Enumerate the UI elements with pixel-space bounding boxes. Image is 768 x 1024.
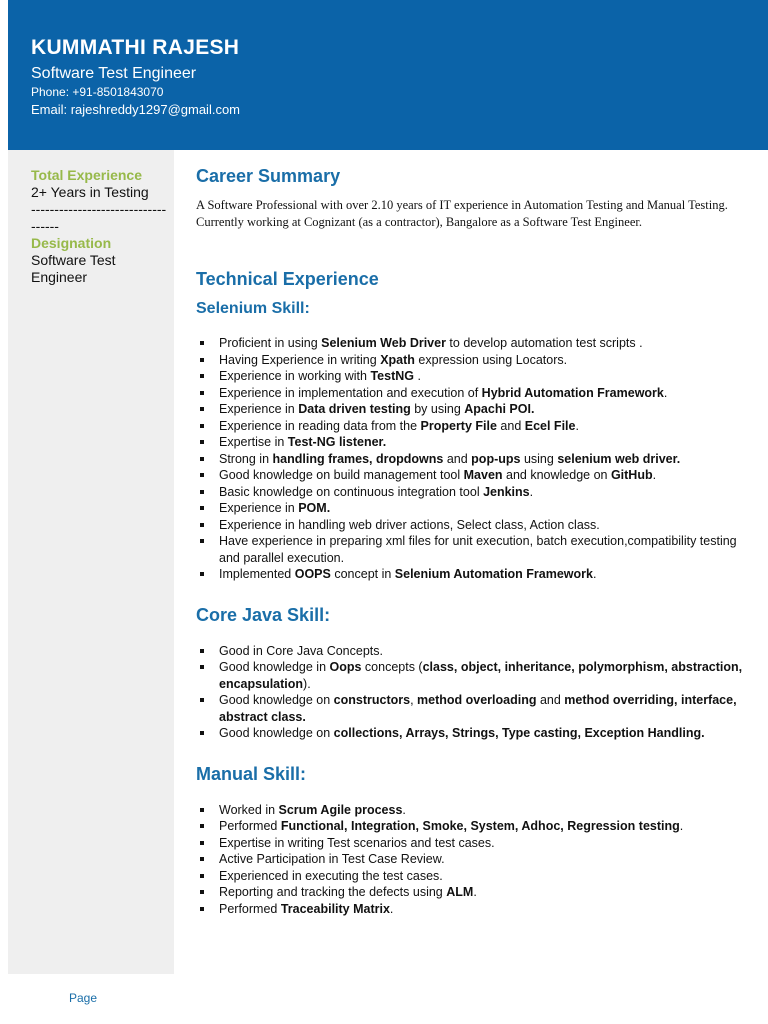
- text-run: Experience in: [219, 402, 299, 416]
- text-run: Worked in: [219, 802, 279, 817]
- text-run: Implemented: [219, 567, 295, 581]
- core-java-skill-heading: Core Java Skill:: [196, 604, 331, 625]
- text-run: Experience in working with: [219, 369, 371, 383]
- text-run: and: [536, 693, 565, 707]
- list-item: [196, 901, 746, 918]
- bold-text: Oops: [329, 660, 362, 674]
- text-run: using: [520, 451, 558, 466]
- text-run: Experienced in executing the test cases.: [219, 868, 443, 883]
- bold-text: Scrum Agile process: [278, 802, 403, 817]
- bold-text: selenium web driver.: [557, 451, 681, 466]
- list-item: [196, 659, 746, 692]
- career-summary-text: A Software Professional with over 2.10 years of IT experience in Automation Testing and Manual Testing. Currently working at Cognizant (as a contractor), Bangalore as a Software Test Engineer.: [196, 198, 728, 229]
- text-run: .: [663, 385, 668, 400]
- bold-text: GitHub: [610, 468, 653, 482]
- text-run: Experience in implementation and execution of: [219, 385, 482, 400]
- text-run: .: [414, 369, 421, 383]
- main-content: [196, 166, 746, 917]
- bold-text: Hybrid Automation Framework: [481, 385, 664, 400]
- list-item: [196, 725, 746, 742]
- list-item: [196, 818, 746, 835]
- text-run: concepts (: [361, 660, 423, 674]
- text-run: Good knowledge on: [219, 726, 334, 740]
- text-run: .: [389, 901, 394, 916]
- technical-experience-heading: Technical Experience: [196, 269, 379, 289]
- bold-text: Functional, Integration, Smoke, System, Adhoc, Regression testing: [280, 819, 680, 833]
- bold-text: collections, Arrays, Strings, Type casting, Exception Handling.: [333, 726, 705, 740]
- text-run: Strong in: [219, 451, 273, 466]
- list-item: [196, 434, 746, 451]
- list-item: [196, 643, 746, 660]
- text-run: ,: [410, 693, 418, 707]
- bold-text: method overriding, interface, abstract class.: [219, 693, 737, 724]
- bold-text: class, object, inheritance, polymorphism, abstraction, encapsulation: [219, 660, 743, 691]
- core-java-skill-list: [196, 643, 746, 742]
- designation-label: Designation: [31, 235, 112, 251]
- text-run: Basic knowledge on continuous integration tool: [219, 484, 484, 499]
- bold-text: Xpath: [380, 352, 415, 367]
- text-run: .: [402, 802, 406, 817]
- list-item: [196, 335, 746, 352]
- sidebar: [8, 150, 174, 974]
- text-run: Have experience in preparing xml files for unit execution, batch execution,compatibility testing and parallel execution.: [219, 534, 737, 565]
- bold-text: constructors: [333, 693, 411, 707]
- bold-text: pop-ups: [471, 451, 521, 466]
- list-item: [196, 401, 746, 418]
- text-run: Reporting and tracking the defects using: [219, 885, 447, 899]
- manual-skill-heading: Manual Skill:: [196, 763, 307, 784]
- bold-text: Selenium Web Driver: [321, 336, 446, 350]
- list-item: [196, 802, 746, 819]
- text-run: to develop automation test scripts .: [445, 336, 643, 350]
- list-item: [196, 517, 746, 534]
- bold-text: handling frames, dropdowns: [272, 451, 444, 466]
- contact-email: Email: rajeshreddy1297@gmail.com: [31, 102, 241, 117]
- bold-text: ALM: [446, 885, 474, 899]
- bold-text: POM.: [298, 501, 331, 515]
- bold-text: Property File: [420, 418, 497, 433]
- list-item: [196, 566, 746, 583]
- total-experience-value: 2+ Years in Testing: [31, 184, 149, 200]
- text-run: .: [592, 567, 597, 581]
- text-run: Performed: [219, 901, 281, 916]
- text-run: Good knowledge on build management tool: [219, 468, 464, 482]
- list-item: [196, 484, 746, 501]
- text-run: Experience in: [219, 501, 299, 515]
- list-item: [196, 533, 746, 566]
- bold-text: Selenium Automation Framework: [394, 567, 593, 581]
- bold-text: Test-NG listener.: [287, 435, 387, 449]
- text-run: Good knowledge on: [219, 693, 334, 707]
- designation-value: Software Test Engineer: [31, 252, 116, 285]
- total-experience-label: Total Experience: [31, 167, 143, 183]
- text-run: and: [496, 418, 525, 433]
- list-item: [196, 500, 746, 517]
- list-item: [196, 884, 746, 901]
- bold-text: Jenkins: [483, 484, 530, 499]
- text-run: by using: [410, 402, 465, 416]
- list-item: [196, 467, 746, 484]
- resume-header: [8, 0, 768, 150]
- text-run: Proficient in using: [219, 336, 322, 350]
- list-item: [196, 368, 746, 385]
- list-item: [196, 692, 746, 725]
- text-run: .: [679, 819, 684, 833]
- bold-text: Ecel File: [524, 418, 576, 433]
- bold-text: OOPS: [294, 567, 331, 581]
- text-run: .: [473, 885, 477, 899]
- bold-text: Traceability Matrix: [280, 901, 390, 916]
- list-item: [196, 352, 746, 369]
- text-run: ).: [303, 676, 311, 691]
- text-run: Expertise in: [219, 435, 288, 449]
- text-run: Expertise in writing Test scenarios and test cases.: [219, 835, 495, 850]
- list-item: [196, 385, 746, 402]
- manual-skill-list: [196, 802, 746, 918]
- text-run: and knowledge on: [502, 468, 611, 482]
- text-run: Good knowledge in: [219, 660, 330, 674]
- text-run: Having Experience in writing: [219, 352, 381, 367]
- candidate-role: Software Test Engineer: [31, 65, 197, 82]
- text-run: Performed: [219, 819, 281, 833]
- bold-text: method overloading: [417, 693, 537, 707]
- text-run: Active Participation in Test Case Review.: [219, 852, 445, 866]
- career-summary-heading: Career Summary: [196, 166, 341, 186]
- text-run: Experience in reading data from the: [219, 418, 421, 433]
- text-run: .: [652, 468, 657, 482]
- page-footer-label: Page: [69, 991, 98, 1005]
- text-run: concept in: [330, 567, 395, 581]
- bold-text: TestNG: [370, 369, 414, 383]
- list-item: [196, 451, 746, 468]
- candidate-name: KUMMATHI RAJESH: [31, 36, 240, 59]
- selenium-skill-list: [196, 335, 746, 583]
- sidebar-separator: -----------------------------------: [31, 201, 167, 234]
- selenium-skill-heading: Selenium Skill:: [196, 300, 310, 317]
- list-item: [196, 851, 746, 868]
- list-item: [196, 418, 746, 435]
- text-run: Experience in handling web driver actions, Select class, Action class.: [219, 517, 600, 532]
- text-run: expression using Locators.: [414, 352, 568, 367]
- text-run: Good in Core Java Concepts.: [219, 643, 383, 658]
- bold-text: Data driven testing: [298, 402, 411, 416]
- text-run: .: [529, 484, 534, 499]
- contact-phone: Phone: +91-8501843070: [31, 85, 164, 99]
- text-run: .: [575, 418, 579, 433]
- bold-text: Maven: [463, 468, 503, 482]
- bold-text: Apachi POI.: [464, 402, 535, 416]
- list-item: [196, 835, 746, 852]
- text-run: and: [443, 451, 472, 466]
- list-item: [196, 868, 746, 885]
